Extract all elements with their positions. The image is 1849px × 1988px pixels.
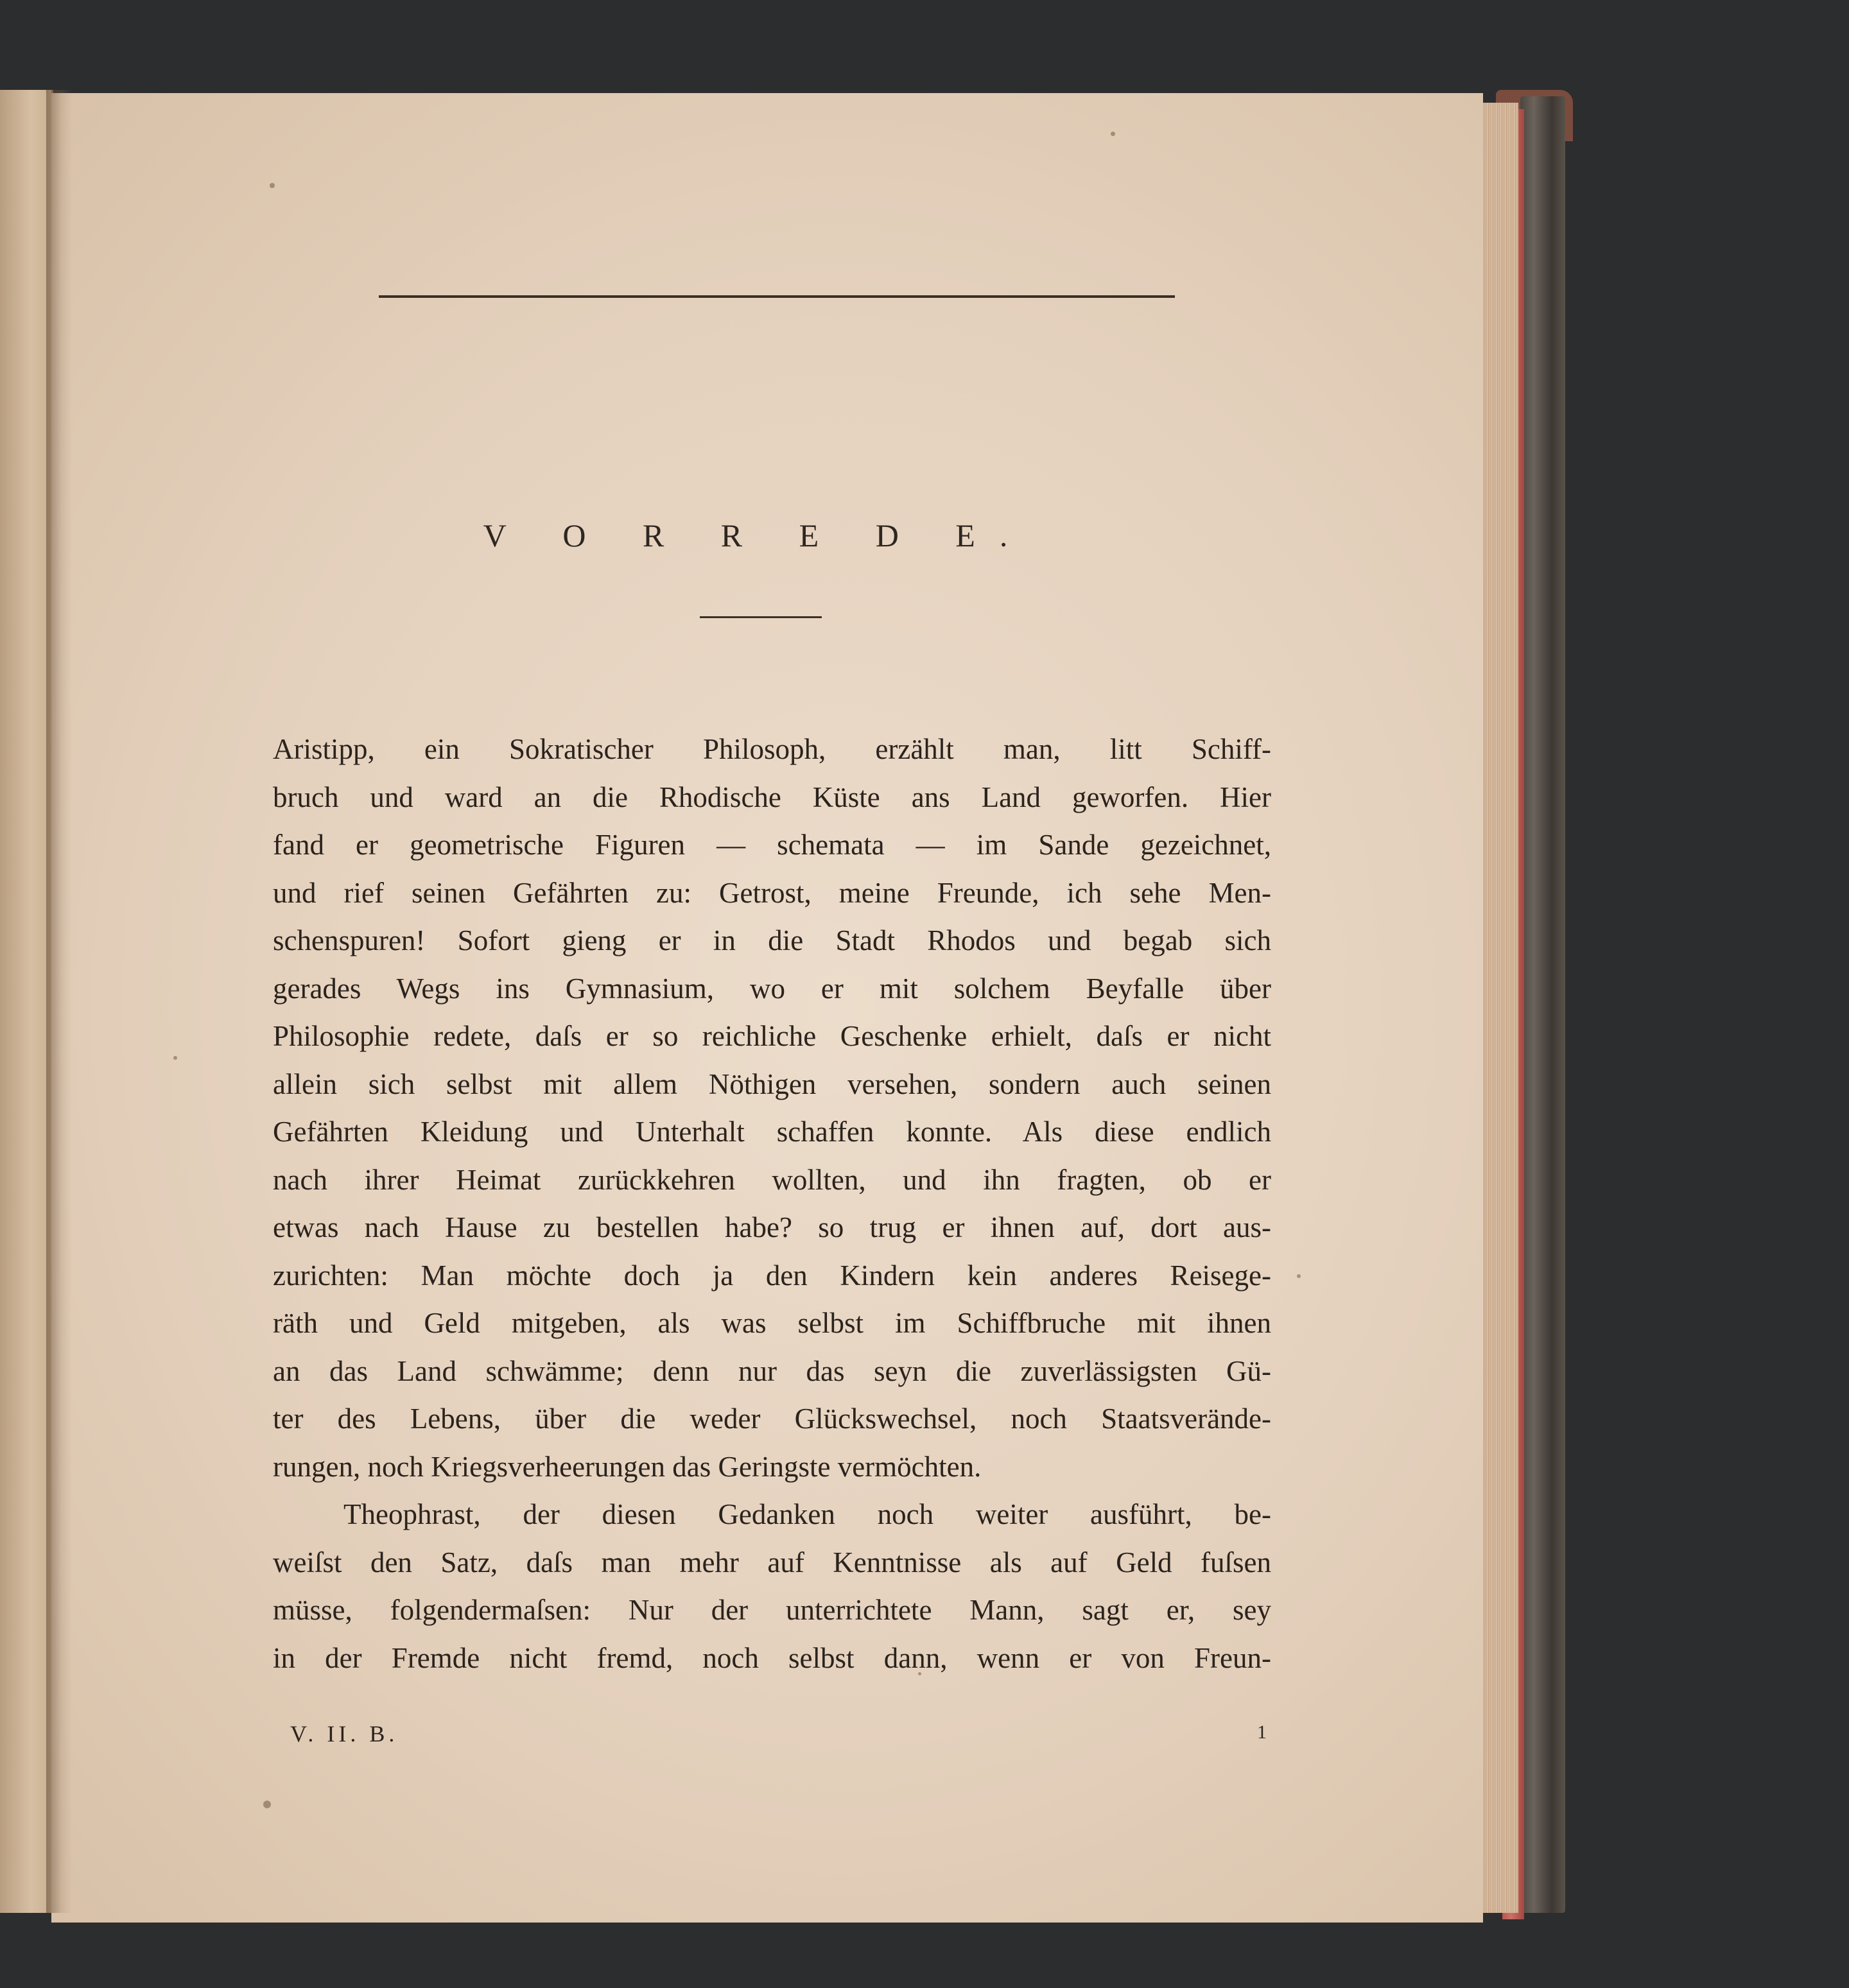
text-line: Gefährten Kleidung und Unterhalt schaffen konnte. Als diese endlich: [273, 1116, 1271, 1148]
paper-speck: [173, 1056, 177, 1060]
text-line: gerades Wegs ins Gymnasium, wo er mit solchem Beyfalle über: [273, 972, 1271, 1005]
text-line: an das Land schwämme; denn nur das seyn die zuverlässigsten Gü-: [273, 1354, 1271, 1387]
text-line: ter des Lebens, über die weder Glückswechsel, noch Staatsverände-: [273, 1403, 1271, 1435]
paper-speck: [270, 183, 275, 188]
paper-speck: [1111, 132, 1115, 136]
text-line: nach ihrer Heimat zurückkehren wollten, und ihn fragten, ob er: [273, 1163, 1271, 1196]
previous-page-edge: [0, 90, 53, 1913]
text-line: zurichten: Man möchte doch ja den Kindern kein anderes Reisege-: [273, 1259, 1271, 1292]
text-line: etwas nach Hause zu bestellen habe? so trug er ihnen auf, dort aus-: [273, 1211, 1271, 1243]
text-line: Philosophie redete, daſs er so reichliche Geschenke erhielt, daſs er nicht: [273, 1020, 1271, 1052]
text-line: Theophrast, der diesen Gedanken noch weiter ausführt, be-: [343, 1498, 1271, 1530]
paper-speck: [1297, 1274, 1301, 1278]
header-rule: [379, 295, 1175, 298]
stacked-page-edges: [1480, 103, 1518, 1913]
text-line: in der Fremde nicht fremd, noch selbst dann, wenn er von Freun-: [273, 1641, 1271, 1674]
text-line: Aristipp, ein Sokratischer Philosoph, erzählt man, litt Schiff-: [273, 733, 1271, 765]
text-line: fand er geometrische Figuren — schemata — im Sande gezeichnet,: [273, 829, 1271, 861]
paragraph-2: [273, 1491, 1271, 1682]
body-text: [273, 725, 1271, 1682]
book-cover-edge: [1520, 96, 1565, 1913]
text-line: bruch und ward an die Rhodische Küste ans Land geworfen. Hier: [273, 781, 1271, 813]
paragraph-1: [273, 725, 1271, 1491]
paper-speck: [263, 1801, 271, 1808]
text-line: weiſst den Satz, daſs man mehr auf Kenntnisse als auf Geld fuſsen: [273, 1546, 1271, 1578]
gathering-number: 1: [1257, 1722, 1267, 1743]
text-line: und rief seinen Gefährten zu: Getrost, meine Freunde, ich sehe Men-: [273, 876, 1271, 909]
signature-mark: V. II. B.: [290, 1721, 399, 1747]
text-line: räth und Geld mitgeben, als was selbst im Schiffbruche mit ihnen: [273, 1307, 1271, 1339]
title-rule: [700, 616, 822, 618]
text-line: müsse, folgendermaſsen: Nur der unterrichtete Mann, sagt er, sey: [273, 1594, 1271, 1626]
text-line: schenspuren! Sofort gieng er in die Stadt Rhodos und begab sich: [273, 924, 1271, 956]
page-gutter-shadow: [46, 90, 72, 1913]
page-title: V O R R E D E.: [483, 517, 1032, 553]
text-line: rungen, noch Kriegsverheerungen das Geringste vermöchten.: [273, 1450, 982, 1483]
text-line: allein sich selbst mit allem Nöthigen versehen, sondern auch seinen: [273, 1067, 1271, 1100]
